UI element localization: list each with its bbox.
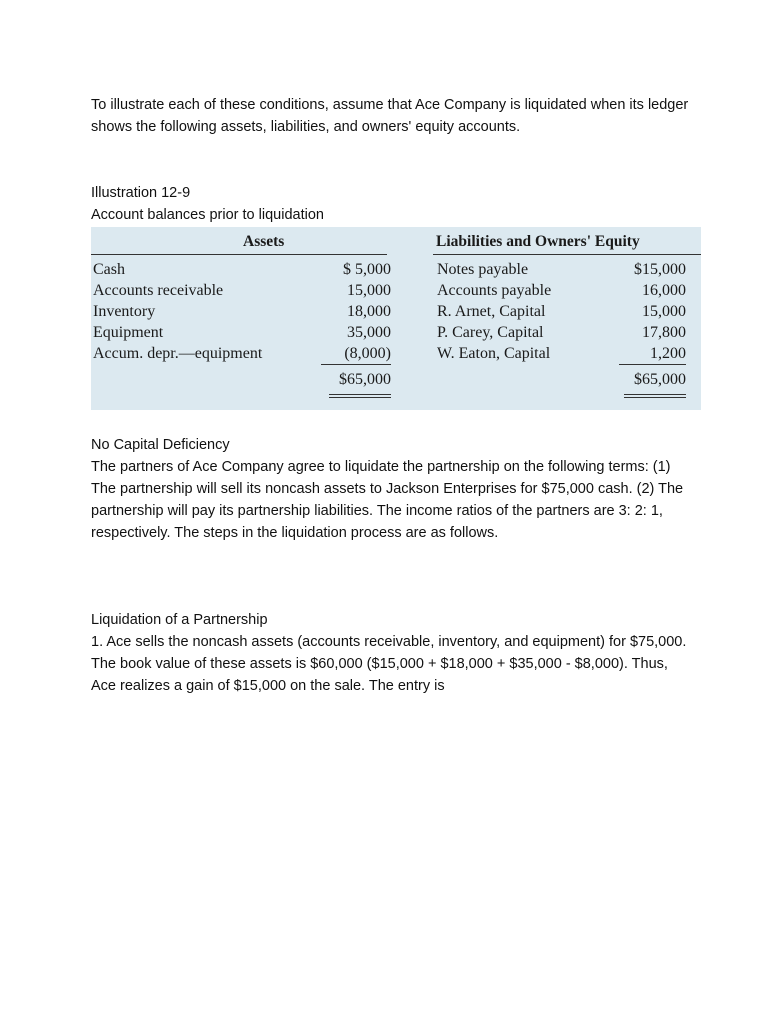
header-divider <box>433 254 701 255</box>
asset-label: Cash <box>93 261 125 278</box>
double-underline <box>329 394 391 398</box>
illustration-caption: Account balances prior to liquidation <box>91 207 324 223</box>
asset-amount: (8,000) <box>321 343 391 365</box>
equity-amount: 1,200 <box>619 343 686 365</box>
equity-amount: 17,800 <box>642 324 686 341</box>
assets-total <box>329 369 391 390</box>
assets-header: Assets <box>243 233 285 250</box>
liabilities-equity-total <box>624 369 686 390</box>
asset-amount: 18,000 <box>347 303 391 320</box>
liquidation-heading: Liquidation of a Partnership <box>91 612 268 628</box>
liabilities-equity-header: Liabilities and Owners' Equity <box>436 233 640 250</box>
liability-amount: 16,000 <box>642 282 686 299</box>
liabilities-equity-total-value: $65,000 <box>634 371 686 388</box>
liquidation-paragraph: 1. Ace sells the noncash assets (accounts receivable, inventory, and equipment) for $75,000. The book value of these assets is $60,000 ($15,000 + $18,000 + $35,000 - $8,000). Thus, Ace realizes a gain of $15,000 on the sale. The entry is <box>91 634 687 694</box>
asset-amount: $ 5,000 <box>343 261 391 278</box>
liability-label: Accounts payable <box>437 282 552 299</box>
asset-amount: 35,000 <box>347 324 391 341</box>
equity-label: W. Eaton, Capital <box>437 345 551 362</box>
no-capital-deficiency-paragraph: The partners of Ace Company agree to liquidate the partnership on the following terms: (1) The partnership will sell its noncash assets to Jackson Enterprises for $75,000 cash. (2) The partnership will pay its partnership liabilities. The income ratios of the partners are 3: 2: 1, respectively. The steps in the liquidation process are as follows. <box>91 459 684 541</box>
asset-label: Accum. depr.—equipment <box>93 345 263 362</box>
equity-label: P. Carey, Capital <box>437 324 544 341</box>
assets-total-value: $65,000 <box>339 371 391 388</box>
asset-label: Equipment <box>93 324 164 341</box>
liability-label: Notes payable <box>437 261 529 278</box>
liability-amount: $15,000 <box>634 261 686 278</box>
double-underline <box>624 394 686 398</box>
intro-paragraph: To illustrate each of these conditions, assume that Ace Company is liquidated when its ledger shows the following assets, liabilities, and owners' equity accounts. <box>91 97 689 135</box>
header-divider <box>91 254 387 255</box>
equity-amount: 15,000 <box>642 303 686 320</box>
asset-label: Inventory <box>93 303 156 320</box>
asset-amount: 15,000 <box>347 282 391 299</box>
illustration-label: Illustration 12-9 <box>91 185 191 201</box>
asset-label: Accounts receivable <box>93 282 224 299</box>
equity-label: R. Arnet, Capital <box>437 303 546 320</box>
no-capital-deficiency-heading: No Capital Deficiency <box>91 437 230 453</box>
account-balances-table <box>91 227 701 410</box>
